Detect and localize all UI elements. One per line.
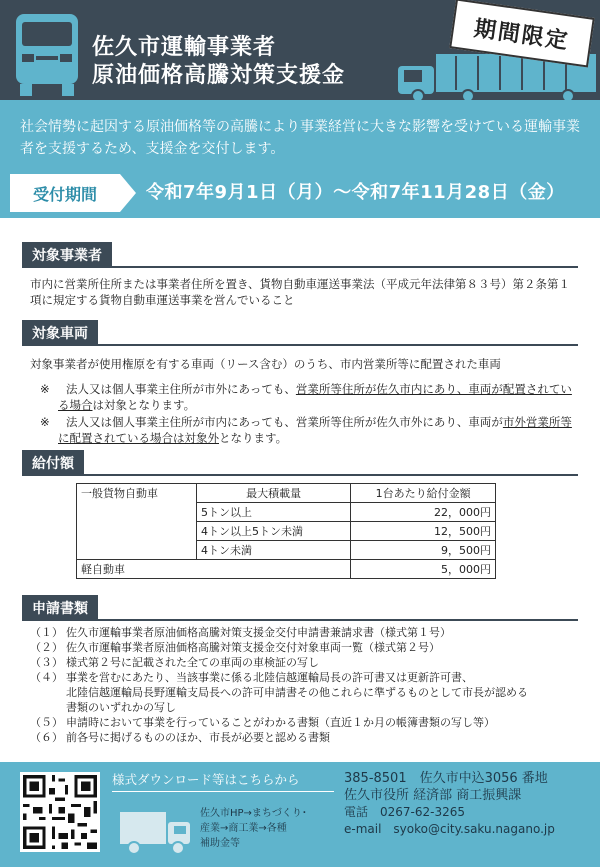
note2-part-c: となります。 [219,431,288,445]
note2-text [58,414,578,446]
limited-time-badge: 期間限定 [449,0,595,67]
section-documents-heading: 申請書類 [22,595,98,621]
path-line: 産業→商工業→各種 [200,823,287,834]
document-item: （２） 佐久市運輸事業者原油価格高騰対策支援金交付対象車両一覧（様式第２号） [30,641,440,654]
contact-block [344,770,555,838]
truck-front-icon [12,10,82,98]
download-heading: 様式ダウンロード等はこちらから [112,770,334,792]
document-item: （５） 申請時において事業を行っていることがわかる書類（直近１か月の帳簿書類の写し等） [30,716,495,729]
eligible-business-text: 市内に営業所住所または事業者住所を置き、貨物自動車運送事業法（平成元年法律第８３号）第２条第１項に規定する貨物自動車運送事業を営んでいること [30,277,571,307]
col-amount-header: 1台あたり給付金額 [351,484,496,503]
title-line1: 佐久市運輸事業者 [92,35,277,60]
section-divider [22,344,578,346]
title-line2: 原油価格高騰対策支援金 [92,63,346,88]
path-line: 佐久市HP→まちづくり･ [200,808,307,819]
note2-mark: ※ [40,415,50,429]
reception-period [0,170,600,216]
path-line: 補助金等 [200,838,240,849]
period-label: 受付期間 [10,174,120,212]
footer-band [0,762,600,867]
office-name: 佐久市役所 経済部 商工振興課 [344,788,522,803]
amount-cell: 22，000円 [351,503,496,522]
note1-mark: ※ [40,382,50,396]
general-vehicle-label: 一般貨物自動車 [77,484,197,560]
document-item: （６） 前各号に掲げるもののほか、市長が必要と認める書類 [30,731,330,744]
document-item: （１） 佐久市運輸事業者原油価格高騰対策支援金交付申請書兼請求書（様式第１号） [30,626,451,639]
capacity-cell: 5トン以上 [197,503,351,522]
page-title [92,34,345,90]
capacity-cell: 4トン以上5トン未満 [197,522,351,541]
section-divider [22,474,578,476]
eligible-vehicle-text: 対象事業者が使用権原を有する車両（リース含む）のうち、市内営業所等に配置された車両 [30,357,501,371]
intro-text: 社会情勢に起因する原油価格等の高騰により事業経営に大きな影響を受けている運輸事業者を支援するため、支援金を交付します。 [20,119,580,157]
amount-cell: 9，500円 [351,541,496,560]
header-banner [0,0,600,100]
period-arrow-icon [120,174,136,212]
document-item: （３） 様式第２号に記載された全ての車両の車検証の写し [30,656,319,669]
email-address[interactable]: e-mail syoko@city.saku.nagano.jp [344,822,555,836]
document-item: （４） 事業を営むにあたり、当該事業に係る北陸信越運輸局長の許可書又は更新許可書、 [30,671,473,684]
note1-part-b: 営業所等住所が佐久市内にあり、車両が配置されている場合 [58,382,572,412]
section-divider [22,619,578,621]
section-eligible-business-heading: 対象事業者 [22,242,112,268]
document-item: 北陸信越運輸局長野運輸支局長への許可申請書その他これらに準ずるものとして市長が認める [66,686,528,699]
section-eligible-vehicle-heading: 対象車両 [22,320,98,346]
table-row [77,484,496,503]
qr-code-icon[interactable] [20,772,100,852]
light-vehicle-label: 軽自動車 [77,560,351,579]
download-path [200,806,307,851]
section-grant-heading: 給付額 [22,450,84,476]
table-row [77,560,496,579]
note1-part-c: は対象となります。 [92,398,196,412]
col-capacity-header: 最大積載量 [197,484,351,503]
capacity-cell: 4トン未満 [197,541,351,560]
note1-text [58,381,578,413]
note2-part-b: 市外営業所等に配置されている場合は対象外 [58,415,572,445]
note2-part-a: 法人又は個人事業主住所が市内にあっても、営業所等住所が佐久市外にあり、車両が [66,415,503,429]
document-item: 書類のいずれかの写し [66,701,176,714]
phone-number: 電話 0267-62-3265 [344,805,466,819]
amount-cell: 12，500円 [351,522,496,541]
truck-small-icon [120,806,192,856]
light-vehicle-amount: 5，000円 [351,560,496,579]
note1-part-a: 法人又は個人事業主住所が市外にあっても、 [66,382,296,396]
section-divider [22,266,578,268]
period-date: 令和7年9月1日（月）～令和7年11月28日（金） [146,182,565,203]
address-line: 385-8501 佐久市中込3056 番地 [344,771,548,786]
grant-table [76,483,496,579]
